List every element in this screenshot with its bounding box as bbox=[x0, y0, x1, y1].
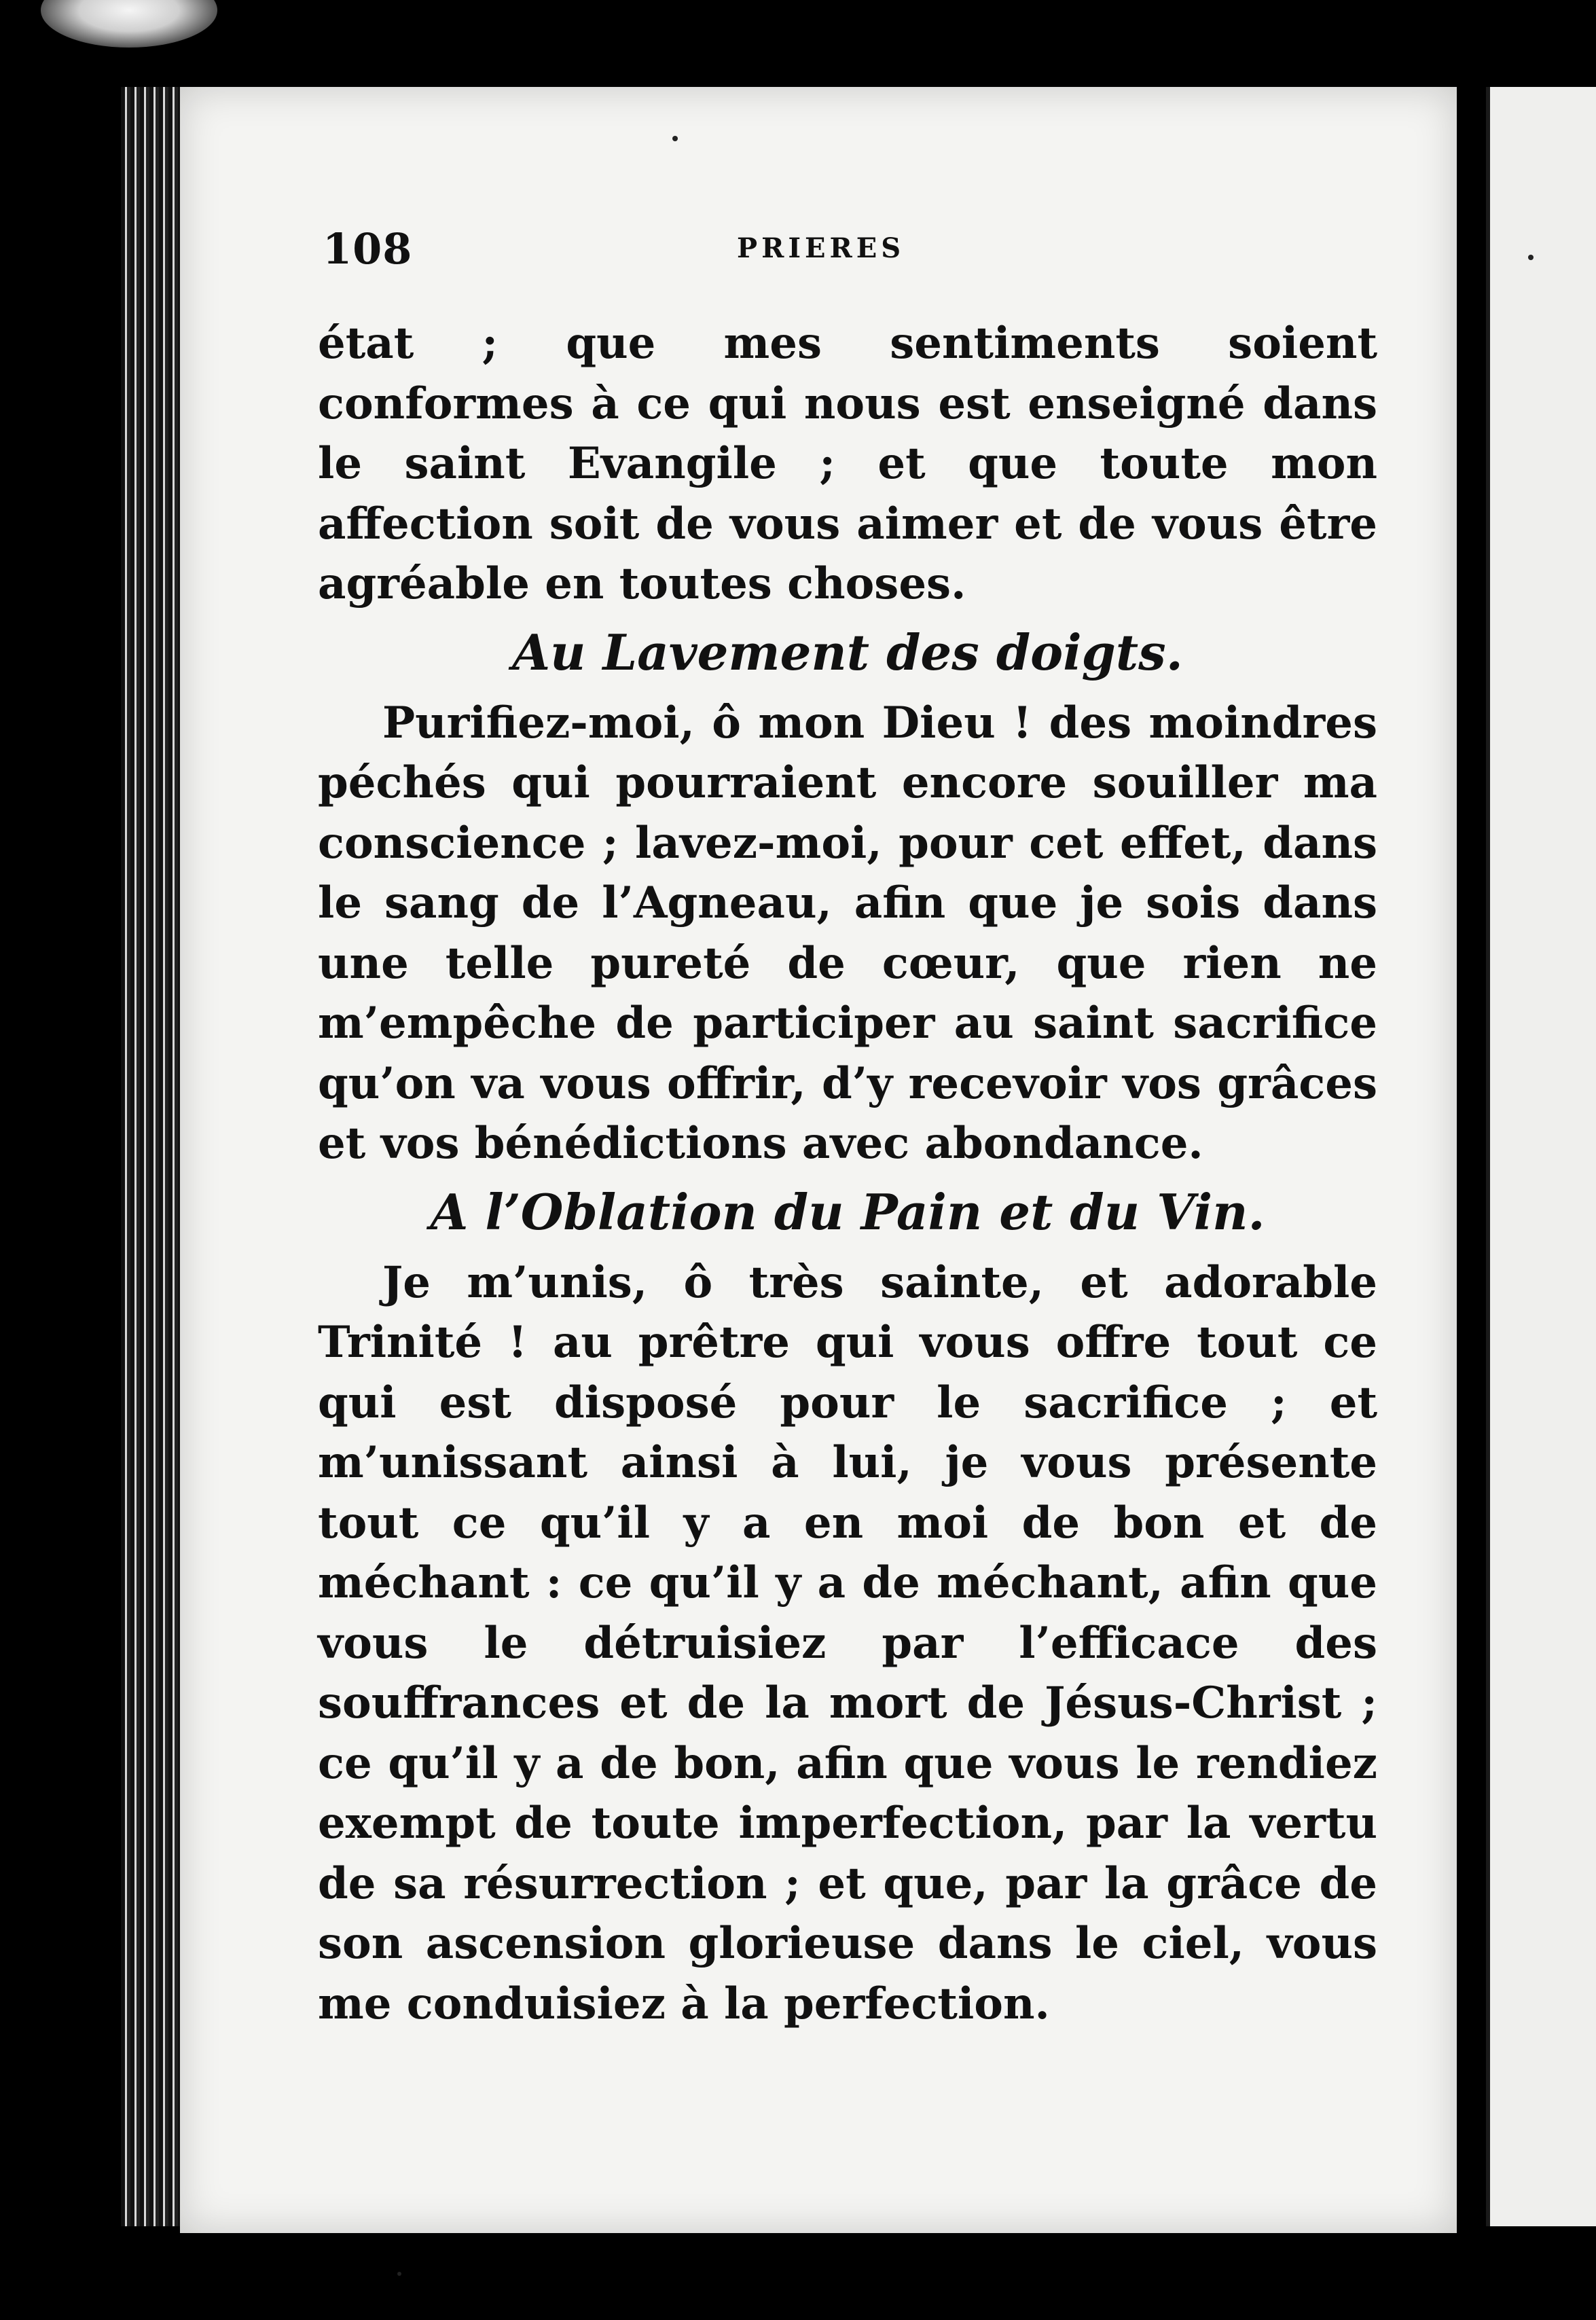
page-number: 108 bbox=[323, 224, 413, 274]
paragraph-oblation: Je m’unis, ô très sainte, et adorable Trinité ! au prêtre qui vous offre tout ce qui est disposé pour le sacrifice ; et m’unissant ainsi à lui, je vous présente tout ce qu’il y a en moi de bon et de méchant : ce qu’il y a de méchant, afin que vous le détruisiez par l’efficace des souffrances et de la mort de Jésus-Christ ; ce qu’il y a de bon, afin que vous le rendiez exempt de toute imperfection, par la vertu de sa résurrection ; et que, par la grâce de son ascension glorieuse dans le ciel, vous me conduisiez à la perfection. bbox=[318, 1256, 1377, 2029]
body-text bbox=[318, 314, 1377, 2034]
running-header bbox=[323, 224, 1368, 278]
section-heading-lavement: Au Lavement des doigts. bbox=[512, 623, 1183, 681]
page-edges bbox=[121, 87, 189, 2226]
paragraph-lavement: Purifiez-moi, ô mon Dieu ! des moindres péchés qui pourraient encore souiller ma conscience ; lavez-moi, pour cet effet, dans le sang de l’Agneau, afin que je sois dans une telle pureté de cœur, que rien ne m’empêche de participer au saint sacrifice qu’on va vous offrir, d’y recevoir vos grâces et vos bénédictions avec abondance. bbox=[318, 697, 1377, 1169]
scan-speck bbox=[397, 2272, 401, 2276]
running-title: PRIERES bbox=[737, 232, 905, 264]
ink-blot bbox=[41, 0, 217, 48]
section-heading-oblation: A l’Oblation du Pain et du Vin. bbox=[430, 1182, 1265, 1241]
scan-speck bbox=[672, 136, 678, 141]
scan-speck bbox=[1528, 255, 1534, 260]
facing-page-edge bbox=[1486, 87, 1596, 2226]
paragraph-continuation: état ; que mes sentiments soient conformes à ce qui nous est enseigné dans le saint Evangile ; et que toute mon affection soit de vous aimer et de vous être agréable en toutes choses. bbox=[318, 318, 1377, 609]
